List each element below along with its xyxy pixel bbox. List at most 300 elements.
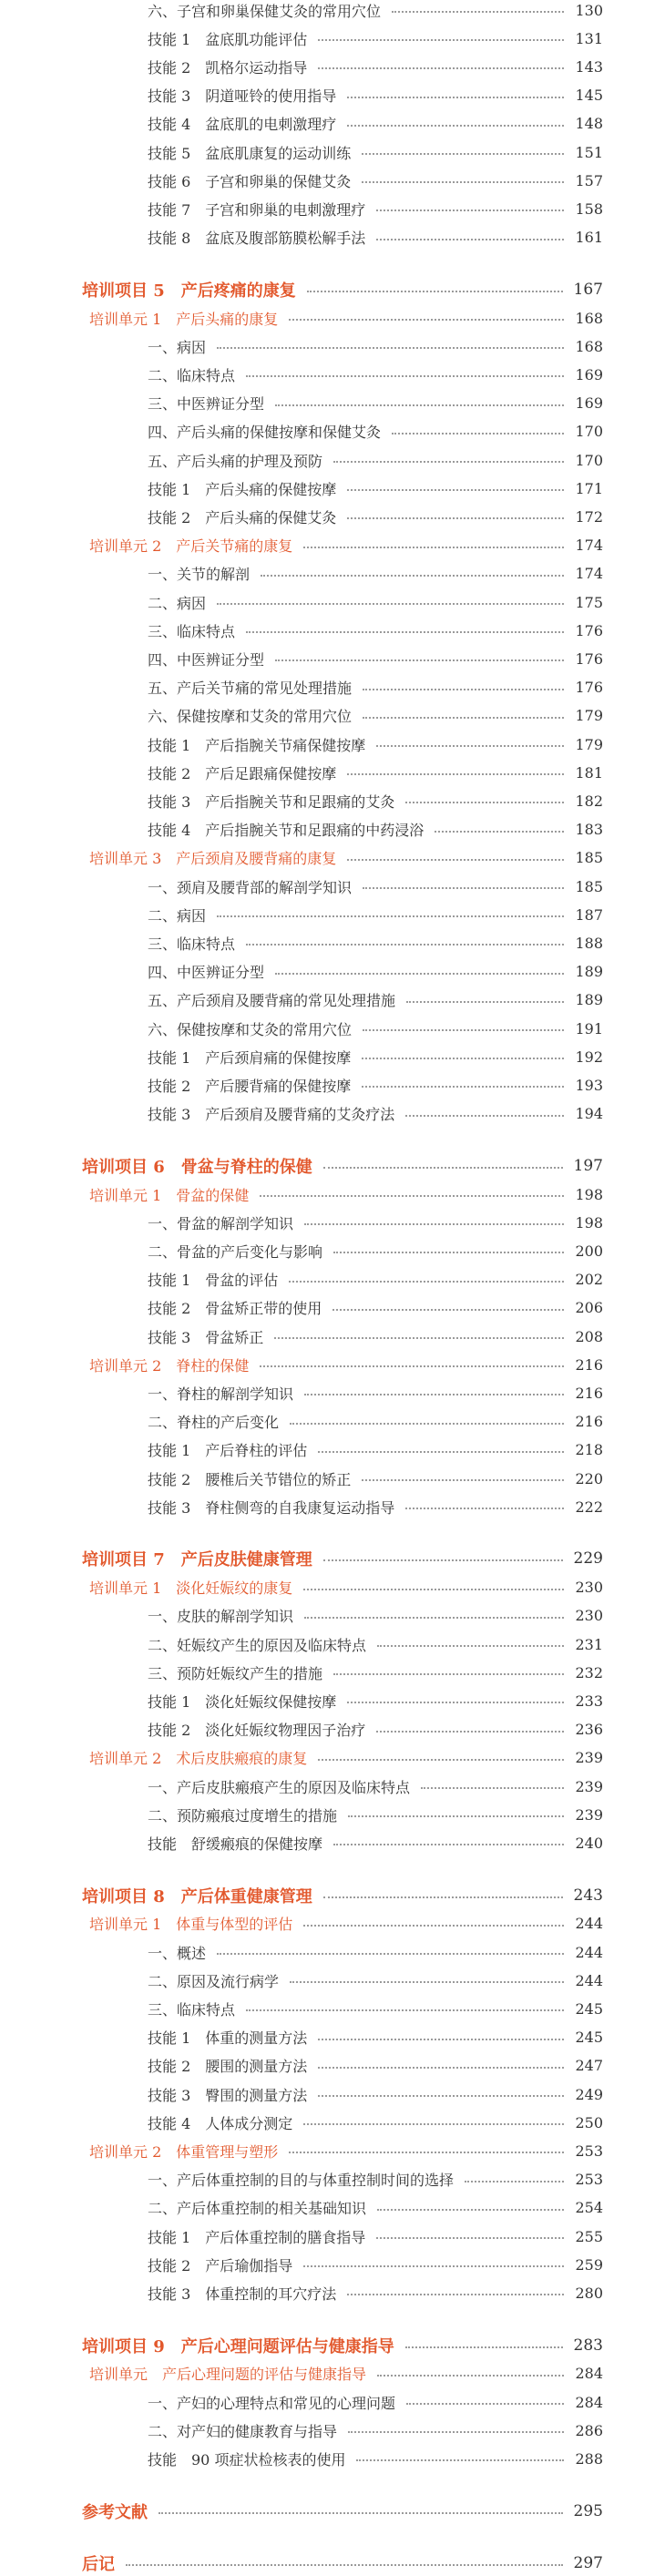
toc-page-number: 286	[575, 2421, 603, 2439]
dot-leader	[332, 1309, 564, 1311]
toc-entry-title: 二、预防瘢痕过度增生的措施	[148, 1806, 338, 1825]
dot-leader	[362, 1058, 564, 1059]
toc-entry-title: 培训项目 8 产后体重健康管理	[82, 1886, 312, 1906]
dot-leader	[348, 1815, 564, 1817]
toc-item-row[interactable]	[148, 2195, 603, 2221]
toc-page-number: 244	[575, 1943, 603, 1961]
toc-item-row[interactable]	[148, 2025, 603, 2050]
toc-entry-title: 技能 2 产后足跟痛保健按摩	[148, 764, 337, 782]
toc-item-row[interactable]	[148, 1968, 603, 1993]
dot-leader	[318, 2095, 564, 2097]
dot-leader	[347, 125, 564, 127]
toc-page-number: 158	[575, 199, 603, 218]
toc-page-number: 191	[575, 1019, 603, 1038]
dot-leader	[405, 1508, 564, 1509]
toc-item-row[interactable]	[148, 731, 603, 757]
toc-entry-title: 技能 2 凯格尔运动指导	[148, 58, 308, 77]
dot-leader	[377, 1645, 564, 1647]
toc-item-row[interactable]	[148, 1295, 603, 1321]
dot-leader	[304, 1223, 564, 1225]
toc-item-row[interactable]	[148, 788, 603, 813]
toc-entry-title: 二、对产妇的健康教育与指导	[148, 2422, 338, 2440]
toc-entry-title: 培训单元 2 体重管理与塑形	[89, 2142, 279, 2161]
dot-leader	[356, 2459, 564, 2461]
dot-leader	[260, 1195, 564, 1197]
toc-item-row[interactable]	[148, 1631, 603, 1657]
toc-page-number: 239	[575, 1777, 603, 1795]
toc-entry-title: 技能 2 骨盆矫正带的使用	[148, 1300, 322, 1318]
toc-entry-title: 技能 5 盆底肌康复的运动训练	[148, 144, 352, 162]
dot-leader	[376, 2237, 564, 2239]
dot-leader	[405, 1115, 564, 1117]
toc-item-row[interactable]	[148, 874, 603, 899]
toc-item-row[interactable]	[148, 675, 603, 700]
toc-project-row[interactable]	[82, 1153, 603, 1179]
toc-entry-title: 技能 3 阴道哑铃的使用指导	[148, 87, 337, 106]
toc-item-row[interactable]	[148, 2167, 603, 2193]
toc-entry-title: 培训单元 产后心理问题的评估与健康指导	[89, 2366, 367, 2384]
toc-item-row[interactable]	[148, 2389, 603, 2415]
toc-page-number: 176	[575, 621, 603, 639]
dot-leader	[435, 831, 564, 833]
toc-entry-title: 培训项目 6 骨盆与脊柱的保健	[82, 1157, 312, 1177]
dot-leader	[347, 489, 564, 491]
toc-page-number: 171	[575, 479, 603, 497]
dot-leader	[318, 1451, 564, 1453]
toc-page-number: 161	[575, 229, 603, 247]
toc-unit-row[interactable]	[89, 2138, 603, 2163]
toc-item-row[interactable]	[148, 2418, 603, 2443]
toc-entry-title: 技能 2 腰椎后关节错位的矫正	[148, 1470, 352, 1488]
toc-entry-title: 二、产后体重控制的相关基础知识	[148, 2200, 367, 2218]
dot-leader	[333, 1252, 564, 1253]
toc-page-number: 249	[575, 2085, 603, 2103]
toc-page-number: 198	[575, 1213, 603, 1232]
toc-entry-title: 培训单元 2 脊柱的保健	[89, 1356, 250, 1375]
toc-page-number: 244	[575, 1971, 603, 1989]
toc-entry-title: 四、中医辨证分型	[148, 650, 265, 669]
toc-page-number: 208	[575, 1327, 603, 1345]
toc-item-row[interactable]	[148, 2053, 603, 2079]
dot-leader	[274, 1337, 564, 1339]
toc-entry-title: 技能 2 产后瑜伽指导	[148, 2256, 293, 2274]
dot-leader	[362, 181, 564, 183]
dot-leader	[333, 461, 564, 463]
dot-leader	[362, 1479, 564, 1481]
dot-leader	[217, 915, 564, 917]
dot-leader	[246, 944, 564, 946]
toc-item-row[interactable]	[148, 139, 603, 165]
toc-item-row[interactable]	[148, 1660, 603, 1685]
toc-entry-title: 六、保健按摩和艾灸的常用穴位	[148, 1020, 353, 1038]
toc-item-row[interactable]	[148, 1466, 603, 1491]
toc-item-row[interactable]	[148, 1324, 603, 1349]
dot-leader	[333, 1844, 564, 1845]
toc-entry-title: 五、产后关节痛的常见处理措施	[148, 680, 353, 698]
dot-leader	[246, 375, 564, 377]
toc-page-number: 183	[575, 821, 603, 839]
toc-item-row[interactable]	[148, 225, 603, 250]
toc-page-number: 229	[573, 1549, 603, 1569]
toc-entry-title: 后记	[82, 2554, 115, 2574]
toc-page-number: 245	[575, 2029, 603, 2047]
toc-page-number: 175	[575, 593, 603, 611]
toc-unit-row[interactable]	[89, 845, 603, 871]
toc-entry-title: 技能 1 产后指腕关节痛保健按摩	[148, 736, 366, 754]
dot-leader	[289, 1281, 564, 1283]
toc-item-row[interactable]	[148, 2446, 603, 2471]
dot-leader	[126, 2564, 563, 2566]
dot-leader	[362, 153, 564, 155]
toc-item-row[interactable]	[148, 1996, 603, 2021]
toc-item-row[interactable]	[148, 618, 603, 643]
toc-page-number: 206	[575, 1299, 603, 1317]
toc-item-row[interactable]	[148, 2110, 603, 2135]
toc-page-number: 232	[575, 1663, 603, 1682]
toc-item-row[interactable]	[148, 419, 603, 445]
toc-unit-row[interactable]	[89, 1575, 603, 1600]
toc-entry-title: 二、骨盆的产后变化与影响	[148, 1242, 323, 1261]
toc-unit-row[interactable]	[89, 1181, 603, 1207]
toc-item-row[interactable]	[148, 2081, 603, 2107]
toc-page-number: 185	[575, 849, 603, 867]
dot-leader	[376, 239, 564, 240]
dot-leader	[323, 1896, 563, 1898]
toc-item-row[interactable]	[148, 333, 603, 359]
toc-entry-title: 六、子宫和卵巢保健艾灸的常用穴位	[148, 2, 382, 20]
toc-item-row[interactable]	[148, 196, 603, 221]
dot-leader	[261, 575, 564, 577]
dot-leader	[377, 2209, 564, 2211]
toc-page-number: 220	[575, 1469, 603, 1487]
toc-entry-title: 技能 1 淡化妊娠纹保健按摩	[148, 1692, 337, 1711]
toc-page-number: 181	[575, 763, 603, 782]
toc-item-row[interactable]	[148, 1830, 603, 1855]
toc-unit-row[interactable]	[89, 1745, 603, 1771]
dot-leader	[347, 859, 564, 861]
toc-page-number: 239	[575, 1805, 603, 1824]
dot-leader	[289, 319, 564, 321]
toc-page-number: 280	[575, 2284, 603, 2302]
toc-item-row[interactable]	[148, 1802, 603, 1827]
toc-item-row[interactable]	[148, 1238, 603, 1263]
toc-item-row[interactable]	[148, 2280, 603, 2305]
toc-entry-title: 技能 1 体重的测量方法	[148, 2029, 308, 2048]
toc-entry-title: 技能 3 产后颈肩及腰背痛的艾灸疗法	[148, 1106, 395, 1124]
toc-item-row[interactable]	[148, 1939, 603, 1965]
dot-leader	[275, 973, 564, 975]
dot-leader	[377, 2375, 564, 2377]
toc-item-row[interactable]	[148, 959, 603, 985]
toc-entry-title: 培训项目 5 产后疼痛的康复	[82, 281, 296, 301]
toc-entry-title: 技能 1 骨盆的评估	[148, 1272, 279, 1290]
dot-leader	[318, 2067, 564, 2069]
toc-entry-title: 培训单元 3 产后颈肩及腰背痛的康复	[89, 850, 337, 868]
dot-leader	[260, 1365, 564, 1367]
toc-page-number: 194	[575, 1105, 603, 1123]
toc-unit-row[interactable]	[89, 1911, 603, 1937]
toc-page-number: 255	[575, 2227, 603, 2245]
dot-leader	[392, 433, 564, 434]
dot-leader	[217, 347, 564, 349]
toc-entry-title: 三、中医辨证分型	[148, 395, 265, 414]
toc-page-number: 151	[575, 143, 603, 161]
toc-item-row[interactable]	[148, 1380, 603, 1406]
toc-entry-title: 技能 3 脊柱侧弯的自我康复运动指导	[148, 1498, 395, 1517]
toc-entry-title: 四、产后头痛的保健按摩和保健艾灸	[148, 424, 382, 442]
toc-page-number: 182	[575, 792, 603, 810]
toc-page-number: 143	[575, 57, 603, 76]
dot-leader	[318, 2039, 564, 2040]
toc-page-number: 169	[575, 394, 603, 413]
toc-item-row[interactable]	[148, 0, 603, 23]
dot-leader	[465, 2181, 564, 2182]
dot-leader	[217, 1953, 564, 1955]
toc-entry-title: 六、保健按摩和艾灸的常用穴位	[148, 708, 353, 726]
toc-entry-title: 技能 3 骨盆矫正	[148, 1328, 264, 1346]
toc-item-row[interactable]	[148, 1437, 603, 1463]
toc-page-number: 179	[575, 735, 603, 753]
toc-item-row[interactable]	[148, 2223, 603, 2249]
toc-page-number: 284	[575, 2365, 603, 2383]
toc-item-row[interactable]	[148, 646, 603, 671]
toc-entry-title: 二、临床特点	[148, 366, 236, 384]
toc-entry-title: 技能 90 项症状检核表的使用	[148, 2450, 346, 2469]
toc-entry-title: 二、原因及流行病学	[148, 1972, 280, 1990]
toc-item-row[interactable]	[148, 1603, 603, 1629]
dot-leader	[333, 1673, 564, 1675]
dot-leader	[406, 1001, 564, 1003]
toc-item-row[interactable]	[148, 589, 603, 615]
dot-leader	[348, 2431, 564, 2433]
toc-item-row[interactable]	[148, 391, 603, 416]
toc-entry-title: 培训单元 2 术后皮肤瘢痕的康复	[89, 1750, 308, 1768]
toc-page-number: 157	[575, 171, 603, 189]
toc-item-row[interactable]	[148, 1267, 603, 1293]
toc-page-number: 297	[573, 2553, 603, 2572]
toc-page-number: 233	[575, 1692, 603, 1710]
toc-item-row[interactable]	[148, 760, 603, 785]
toc-item-row[interactable]	[148, 1210, 603, 1235]
toc-item-row[interactable]	[148, 1688, 603, 1713]
toc-unit-row[interactable]	[89, 305, 603, 331]
toc-entry-title: 技能 1 盆底肌功能评估	[148, 30, 308, 48]
toc-entry-title: 技能 4 人体成分测定	[148, 2114, 293, 2132]
dot-leader	[304, 1617, 564, 1619]
dot-leader	[289, 2152, 564, 2153]
toc-page-number: 170	[575, 451, 603, 469]
toc-entry-title: 技能 3 产后指腕关节和足跟痛的艾灸	[148, 792, 395, 811]
toc-unit-row[interactable]	[89, 533, 603, 558]
toc-item-row[interactable]	[148, 817, 603, 843]
dot-leader	[323, 1559, 563, 1561]
dot-leader	[376, 1731, 564, 1733]
toc-page-number: 247	[575, 2057, 603, 2075]
dot-leader	[406, 2403, 564, 2405]
dot-leader	[363, 887, 564, 889]
dot-leader	[318, 67, 564, 69]
dot-leader	[303, 1925, 564, 1927]
toc-entry-title: 参考文献	[82, 2502, 148, 2522]
toc-entry-title: 技能 2 产后腰背痛的保健按摩	[148, 1077, 352, 1095]
toc-page-number: 198	[575, 1185, 603, 1203]
toc-item-row[interactable]	[148, 26, 603, 51]
toc-page-number: 200	[575, 1242, 603, 1260]
dot-leader	[363, 717, 564, 719]
toc-entry-title: 技能 2 淡化妊娠纹物理因子治疗	[148, 1722, 366, 1740]
toc-page-number: 169	[575, 365, 603, 383]
toc-page-number: 187	[575, 905, 603, 924]
dot-leader	[290, 1423, 564, 1425]
toc-entry-title: 三、临床特点	[148, 935, 236, 953]
toc-item-row[interactable]	[148, 83, 603, 108]
toc-project-row[interactable]	[82, 1883, 603, 1908]
toc-page-number: 188	[575, 934, 603, 952]
dot-leader	[347, 773, 564, 775]
dot-leader	[421, 1787, 564, 1789]
toc-entry-title: 技能 7 子宫和卵巢的电刺激理疗	[148, 200, 366, 219]
toc-entry-title: 技能 1 产后脊柱的评估	[148, 1442, 308, 1460]
toc-entry-title: 技能 2 产后头痛的保健艾灸	[148, 508, 337, 526]
toc-page-number: 230	[575, 1607, 603, 1625]
toc-item-row[interactable]	[148, 447, 603, 473]
toc-entry-title: 一、皮肤的解剖学知识	[148, 1608, 294, 1626]
toc-page-number: 189	[575, 963, 603, 981]
toc-page-number: 197	[573, 1156, 603, 1175]
toc-project-row[interactable]	[82, 1546, 603, 1571]
dot-leader	[347, 97, 564, 98]
dot-leader	[318, 39, 564, 41]
toc-item-row[interactable]	[148, 987, 603, 1013]
toc-page-number: 167	[573, 280, 603, 299]
toc-entry-title: 二、病因	[148, 594, 207, 612]
toc-item-row[interactable]	[148, 561, 603, 587]
toc-project-row[interactable]	[82, 277, 603, 302]
dot-leader	[405, 2346, 563, 2348]
dot-leader	[303, 547, 564, 548]
toc-item-row[interactable]	[148, 902, 603, 927]
toc-item-row[interactable]	[148, 168, 603, 193]
toc-page-number: 240	[575, 1834, 603, 1852]
toc-entry-title: 培训项目 7 产后皮肤健康管理	[82, 1550, 312, 1570]
toc-entry-title: 二、病因	[148, 906, 207, 925]
toc-item-row[interactable]	[148, 703, 603, 729]
toc-entry-title: 三、预防妊娠纹产生的措施	[148, 1664, 323, 1682]
toc-item-row[interactable]	[148, 111, 603, 137]
toc-page-number: 172	[575, 507, 603, 526]
dot-leader	[290, 1981, 564, 1983]
dot-leader	[347, 1702, 564, 1703]
toc-page-number: 174	[575, 537, 603, 555]
toc-entry-title: 一、脊柱的解剖学知识	[148, 1385, 294, 1403]
toc-entry-title: 四、中医辨证分型	[148, 964, 265, 982]
toc-item-row[interactable]	[148, 1072, 603, 1098]
toc-page-number: 216	[575, 1355, 603, 1374]
toc-page-number: 253	[575, 2171, 603, 2189]
dot-leader	[392, 11, 564, 13]
toc-page-number: 295	[573, 2501, 603, 2520]
toc-page-number: 231	[575, 1635, 603, 1653]
toc-item-row[interactable]	[148, 362, 603, 387]
toc-item-row[interactable]	[148, 475, 603, 501]
toc-project-row[interactable]	[82, 2499, 603, 2524]
toc-unit-row[interactable]	[89, 1352, 603, 1377]
toc-page-number: 254	[575, 2199, 603, 2217]
toc-project-row[interactable]	[82, 2550, 603, 2576]
toc-page-number: 176	[575, 679, 603, 697]
toc-entry-title: 一、骨盆的解剖学知识	[148, 1214, 294, 1232]
dot-leader	[347, 517, 564, 519]
toc-page-number: 216	[575, 1384, 603, 1402]
toc-entry-title: 一、病因	[148, 338, 207, 356]
toc-page-number: 176	[575, 649, 603, 668]
toc-page-number: 259	[575, 2255, 603, 2274]
toc-page-number: 168	[575, 309, 603, 327]
toc-entry-title: 一、关节的解剖	[148, 566, 251, 584]
toc-entry-title: 技能 3 臀围的测量方法	[148, 2086, 308, 2104]
toc-entry-title: 一、产妇的心理特点和常见的心理问题	[148, 2394, 396, 2412]
dot-leader	[275, 404, 564, 406]
toc-page-number: 236	[575, 1721, 603, 1739]
toc-item-row[interactable]	[148, 1717, 603, 1743]
toc-page-number: 185	[575, 877, 603, 895]
dot-leader	[363, 1029, 564, 1031]
toc-entry-title: 技能 8 盆底及腹部筋膜松解手法	[148, 230, 366, 248]
toc-page-number: 239	[575, 1749, 603, 1767]
toc-item-row[interactable]	[148, 1044, 603, 1069]
toc-entry-title: 技能 2 腰围的测量方法	[148, 2058, 308, 2076]
toc-page-number: 148	[575, 115, 603, 133]
toc-entry-title: 三、临床特点	[148, 622, 236, 640]
toc-item-row[interactable]	[148, 2252, 603, 2277]
toc-entry-title: 技能 6 子宫和卵巢的保健艾灸	[148, 172, 352, 190]
toc-item-row[interactable]	[148, 930, 603, 956]
toc-entry-title: 培训单元 2 产后关节痛的康复	[89, 537, 293, 556]
dot-leader	[303, 2123, 564, 2125]
toc-project-row[interactable]	[82, 2333, 603, 2358]
toc-entry-title: 一、概述	[148, 1944, 207, 1962]
dot-leader	[307, 291, 563, 292]
toc-page-number: 245	[575, 1999, 603, 2018]
toc-page-number: 288	[575, 2449, 603, 2468]
toc-page-number: 170	[575, 423, 603, 441]
toc-item-row[interactable]	[148, 1494, 603, 1519]
toc-entry-title: 技能 4 产后指腕关节和足跟痛的中药浸浴	[148, 822, 425, 840]
toc-item-row[interactable]	[148, 1774, 603, 1799]
toc-page-number: 283	[573, 2336, 603, 2355]
toc-unit-row[interactable]	[89, 2361, 603, 2387]
dot-leader	[363, 689, 564, 690]
toc-page-number: 202	[575, 1271, 603, 1289]
toc-entry-title: 二、脊柱的产后变化	[148, 1414, 280, 1432]
dot-leader	[323, 1167, 563, 1169]
toc-item-row[interactable]	[148, 54, 603, 79]
toc-item-row[interactable]	[148, 1016, 603, 1041]
dot-leader	[376, 210, 564, 211]
toc-entry-title: 五、产后颈肩及腰背痛的常见处理措施	[148, 992, 396, 1010]
toc-entry-title: 技能 1 产后头痛的保健按摩	[148, 480, 337, 498]
toc-item-row[interactable]	[148, 1409, 603, 1435]
toc-page-number: 168	[575, 337, 603, 355]
toc-item-row[interactable]	[148, 504, 603, 529]
toc-entry-title: 一、产后皮肤瘢痕产生的原因及临床特点	[148, 1778, 411, 1796]
toc-page-number: 244	[575, 1915, 603, 1933]
toc-page-number: 145	[575, 87, 603, 105]
toc-item-row[interactable]	[148, 1101, 603, 1127]
dot-leader	[304, 1394, 564, 1395]
toc-page-number: 131	[575, 29, 603, 47]
toc-page-number: 193	[575, 1076, 603, 1094]
